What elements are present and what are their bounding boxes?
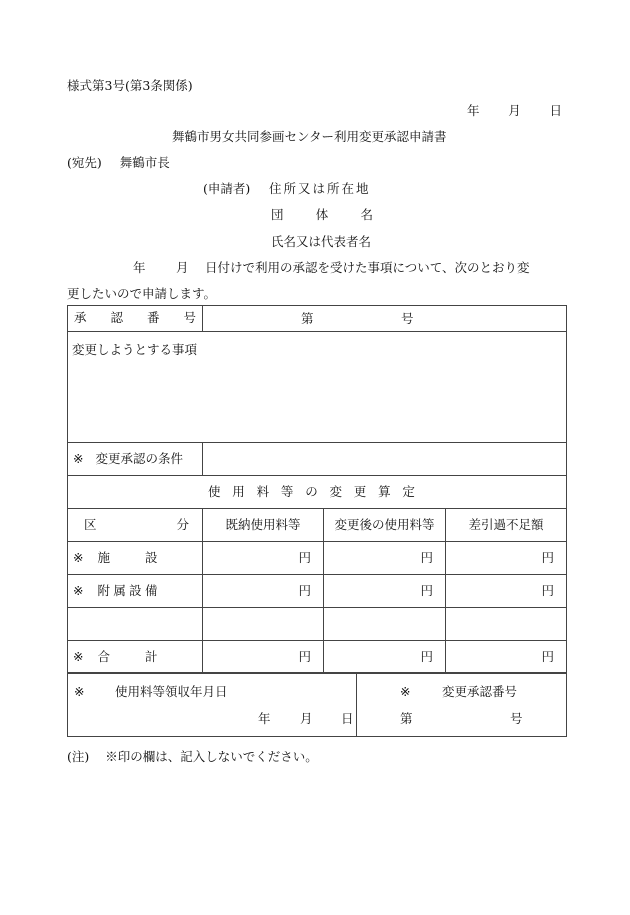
address-label: 住所又は所在地 bbox=[269, 181, 371, 196]
blank-paid-cell[interactable] bbox=[203, 608, 324, 641]
note bbox=[67, 751, 318, 764]
group-name-label: 団 体 名 bbox=[271, 207, 373, 222]
document-title: 舞鶴市男女共同参画センター利用変更承認申請書 bbox=[172, 129, 447, 144]
row-label-equipment: ※ 附 属 設 備 bbox=[68, 575, 203, 608]
body-month: 月 bbox=[176, 260, 189, 275]
row-label-facility: ※ 施 設 bbox=[68, 542, 203, 575]
equipment-after-cell[interactable]: 円 bbox=[324, 575, 446, 608]
condition-row bbox=[68, 443, 567, 476]
day-label: 日 bbox=[549, 103, 562, 118]
addressee bbox=[67, 157, 170, 170]
facility-after-cell[interactable]: 円 bbox=[324, 542, 446, 575]
calc-heading-row bbox=[68, 476, 567, 509]
receipt-date-box[interactable]: ※ 使用料等領収年月日 年 月 日 bbox=[68, 673, 357, 737]
total-paid-cell[interactable]: 円 bbox=[203, 641, 324, 674]
addressee-label: (宛先) bbox=[67, 155, 102, 170]
blank-label-cell[interactable] bbox=[68, 608, 203, 641]
condition-label: ※ 変更承認の条件 bbox=[68, 443, 203, 476]
representative-name-label: 氏名又は代表者名 bbox=[271, 234, 372, 249]
receipt-date-label: 使用料等領収年月日 bbox=[115, 684, 228, 699]
condition-field[interactable] bbox=[203, 443, 567, 476]
change-approval-number-label: 変更承認番号 bbox=[442, 684, 518, 699]
table-row bbox=[68, 608, 567, 641]
office-use-table bbox=[67, 672, 567, 737]
approval-number-row bbox=[68, 306, 567, 332]
table-row bbox=[68, 542, 567, 575]
change-items-field[interactable] bbox=[68, 332, 567, 443]
calc-heading: 使 用 料 等 の 変 更 算 定 bbox=[68, 476, 567, 509]
row-label-total: ※ 合 計 bbox=[68, 641, 203, 674]
blank-after-cell[interactable] bbox=[324, 608, 446, 641]
change-items-label: 変更しようとする事項 bbox=[72, 342, 198, 357]
table-row bbox=[68, 575, 567, 608]
difference-header: 差引過不足額 bbox=[446, 509, 567, 542]
year-label: 年 bbox=[467, 103, 480, 118]
month-label: 月 bbox=[508, 103, 521, 118]
equipment-diff-cell[interactable]: 円 bbox=[446, 575, 567, 608]
body-text-line2: 更したいので申請します。 bbox=[67, 286, 217, 301]
application-table bbox=[67, 305, 567, 674]
approval-number-field[interactable]: 第 号 bbox=[203, 306, 567, 332]
paid-fee-header: 既納使用料等 bbox=[203, 509, 324, 542]
approval-number-label: 承 認 番 号 bbox=[68, 306, 203, 332]
blank-diff-cell[interactable] bbox=[446, 608, 567, 641]
category-header: 区 分 bbox=[68, 509, 203, 542]
facility-paid-cell[interactable]: 円 bbox=[203, 542, 324, 575]
note-text: ※印の欄は、記入しないでください。 bbox=[105, 749, 318, 764]
body-year: 年 bbox=[133, 260, 146, 275]
column-header-row bbox=[68, 509, 567, 542]
date-line bbox=[467, 105, 562, 118]
after-fee-header: 変更後の使用料等 bbox=[324, 509, 446, 542]
table-row bbox=[68, 641, 567, 674]
applicant-role: (申請者) bbox=[203, 181, 251, 196]
facility-diff-cell[interactable]: 円 bbox=[446, 542, 567, 575]
addressee-name: 舞鶴市長 bbox=[119, 155, 170, 170]
equipment-paid-cell[interactable]: 円 bbox=[203, 575, 324, 608]
total-diff-cell[interactable]: 円 bbox=[446, 641, 567, 674]
change-approval-number-box[interactable]: ※ 変更承認番号 第 号 bbox=[357, 673, 567, 737]
note-label: (注) bbox=[67, 749, 90, 764]
change-items-row bbox=[68, 332, 567, 443]
form-number: 様式第3号(第3条関係) bbox=[67, 78, 193, 93]
body-text-line1: 日付けで利用の承認を受けた事項について、次のとおり変 bbox=[205, 260, 530, 275]
total-after-cell[interactable]: 円 bbox=[324, 641, 446, 674]
